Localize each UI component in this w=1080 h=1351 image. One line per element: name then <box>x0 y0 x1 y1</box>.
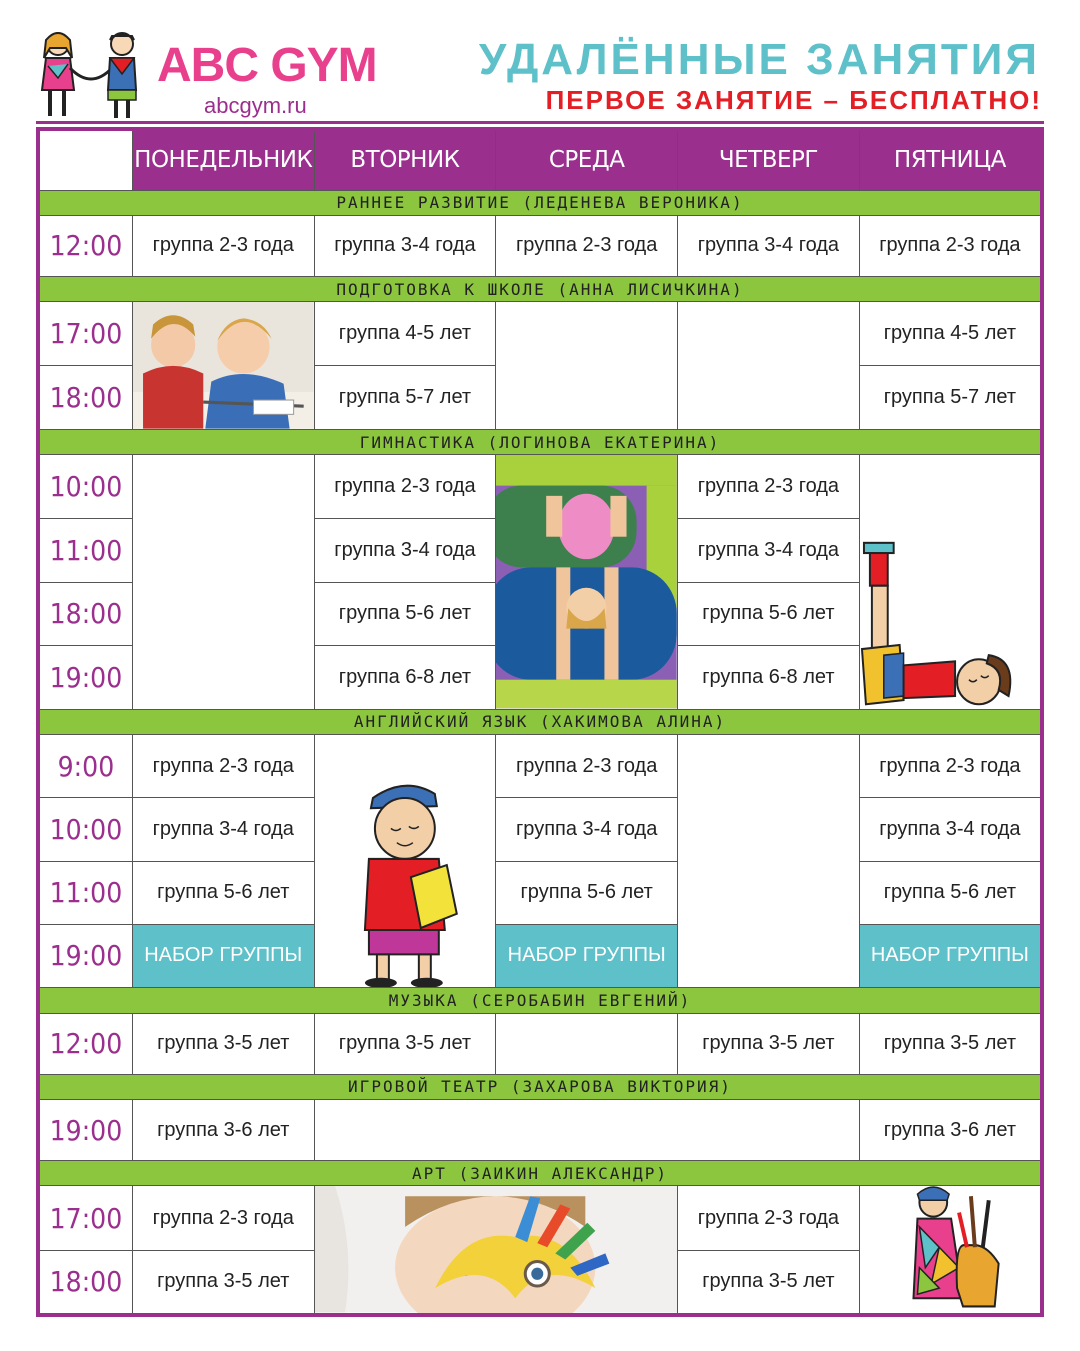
section-row <box>38 1161 1042 1186</box>
class-cell: группа 3-5 лет <box>132 1250 314 1315</box>
promo-title: УДАЛЁННЫЕ ЗАНЯТИЯ <box>478 35 1040 84</box>
school-prep-photo <box>132 302 314 430</box>
time-cell: 10:00 <box>38 455 132 519</box>
schedule-row <box>38 861 1042 924</box>
section-row <box>38 1074 1042 1099</box>
class-cell: группа 4-5 лет <box>859 302 1042 366</box>
empty-cell <box>496 1013 678 1074</box>
section-row <box>38 276 1042 301</box>
class-cell: группа 5-6 лет <box>314 582 496 646</box>
class-cell: группа 5-7 лет <box>859 366 1042 430</box>
empty-cell <box>678 735 860 988</box>
corner-cell <box>38 129 132 190</box>
recruitment-cell: НАБОР ГРУППЫ <box>496 924 678 987</box>
class-cell: группа 2-3 года <box>496 735 678 798</box>
class-cell: группа 3-5 лет <box>678 1013 860 1074</box>
kid-lying-icon <box>860 455 1040 708</box>
section-row <box>38 190 1042 215</box>
section-title: ГИМНАСТИКА (ЛОГИНОВА ЕКАТЕРИНА) <box>38 430 1042 455</box>
class-cell: группа 3-4 года <box>496 798 678 861</box>
promo-subtitle: ПЕРВОЕ ЗАНЯТИЕ – БЕСПЛАТНО! <box>545 85 1042 115</box>
empty-cell <box>314 1099 859 1160</box>
empty-cell <box>496 302 678 430</box>
time-cell: 12:00 <box>38 215 132 276</box>
section-title: МУЗЫКА (СЕРОБАБИН ЕВГЕНИЙ) <box>38 988 1042 1013</box>
gymnastics-photo <box>496 455 678 709</box>
class-cell: группа 2-3 года <box>132 1186 314 1250</box>
day-header-monday: ПОНЕДЕЛЬНИК <box>132 129 314 190</box>
class-cell: группа 5-7 лет <box>314 366 496 430</box>
time-cell: 18:00 <box>38 1250 132 1315</box>
section-title: ПОДГОТОВКА К ШКОЛЕ (АННА ЛИСИЧКИНА) <box>38 276 1042 301</box>
time-cell: 17:00 <box>38 1186 132 1250</box>
brand-logo: ABC GYM <box>157 39 377 92</box>
class-cell: группа 6-8 лет <box>314 646 496 710</box>
day-header-wednesday: СРЕДА <box>496 129 678 190</box>
english-illustration <box>314 735 496 988</box>
time-cell: 11:00 <box>38 519 132 583</box>
children-drawing-photo <box>133 302 314 429</box>
header <box>0 0 1080 122</box>
time-cell: 10:00 <box>38 798 132 861</box>
schedule-row <box>38 1099 1042 1160</box>
schedule-row <box>38 215 1042 276</box>
empty-cell <box>678 302 860 430</box>
time-cell: 19:00 <box>38 646 132 710</box>
recruitment-cell: НАБОР ГРУППЫ <box>859 924 1042 987</box>
art-photo <box>314 1186 677 1315</box>
section-title: АНГЛИЙСКИЙ ЯЗЫК (ХАКИМОВА АЛИНА) <box>38 709 1042 734</box>
time-cell: 19:00 <box>38 1099 132 1160</box>
schedule-row <box>38 1186 1042 1250</box>
class-cell: группа 6-8 лет <box>678 646 860 710</box>
class-cell: группа 2-3 года <box>678 455 860 519</box>
class-cell: группа 3-4 года <box>314 215 496 276</box>
time-cell: 18:00 <box>38 366 132 430</box>
class-cell: группа 5-6 лет <box>496 861 678 924</box>
kid-with-book-icon <box>315 735 496 987</box>
class-cell: группа 3-5 лет <box>314 1013 496 1074</box>
kids-logo-icon <box>36 28 146 123</box>
class-cell: группа 2-3 года <box>132 735 314 798</box>
section-title: ИГРОВОЙ ТЕАТР (ЗАХАРОВА ВИКТОРИЯ) <box>38 1074 1042 1099</box>
schedule-row <box>38 1013 1042 1074</box>
schedule-row <box>38 798 1042 861</box>
section-title: АРТ (ЗАИКИН АЛЕКСАНДР) <box>38 1161 1042 1186</box>
class-cell: группа 3-5 лет <box>678 1250 860 1315</box>
painted-hands-photo <box>315 1186 677 1313</box>
section-title: РАННЕЕ РАЗВИТИЕ (ЛЕДЕНЕВА ВЕРОНИКА) <box>38 190 1042 215</box>
class-cell: группа 3-5 лет <box>132 1013 314 1074</box>
class-cell: группа 2-3 года <box>859 735 1042 798</box>
day-header-thursday: ЧЕТВЕРГ <box>678 129 860 190</box>
kid-artist-icon <box>860 1186 1040 1313</box>
schedule-row <box>38 302 1042 366</box>
class-cell: группа 2-3 года <box>496 215 678 276</box>
class-cell: группа 3-6 лет <box>132 1099 314 1160</box>
class-cell: группа 3-4 года <box>678 215 860 276</box>
schedule-row <box>38 924 1042 987</box>
time-cell: 9:00 <box>38 735 132 798</box>
site-link[interactable]: abcgym.ru <box>204 93 307 118</box>
class-cell: группа 3-5 лет <box>859 1013 1042 1074</box>
schedule-row <box>38 735 1042 798</box>
section-row <box>38 988 1042 1013</box>
day-header-friday: ПЯТНИЦА <box>859 129 1042 190</box>
class-cell: группа 3-4 года <box>132 798 314 861</box>
section-row <box>38 430 1042 455</box>
class-cell: группа 5-6 лет <box>678 582 860 646</box>
empty-cell <box>132 455 314 709</box>
class-cell: группа 5-6 лет <box>132 861 314 924</box>
recruitment-cell: НАБОР ГРУППЫ <box>132 924 314 987</box>
schedule-row <box>38 455 1042 519</box>
time-cell: 19:00 <box>38 924 132 987</box>
time-cell: 11:00 <box>38 861 132 924</box>
time-cell: 12:00 <box>38 1013 132 1074</box>
class-cell: группа 3-6 лет <box>859 1099 1042 1160</box>
schedule-table <box>36 127 1044 1317</box>
art-illustration <box>859 1186 1042 1315</box>
day-header-tuesday: ВТОРНИК <box>314 129 496 190</box>
gymnastics-illustration <box>859 455 1042 709</box>
class-cell: группа 3-4 года <box>678 519 860 583</box>
gymnast-photo <box>496 455 677 708</box>
class-cell: группа 2-3 года <box>132 215 314 276</box>
days-header-row <box>38 129 1042 190</box>
class-cell: группа 2-3 года <box>314 455 496 519</box>
time-cell: 17:00 <box>38 302 132 366</box>
header-divider <box>36 121 1044 124</box>
class-cell: группа 2-3 года <box>859 215 1042 276</box>
class-cell: группа 5-6 лет <box>859 861 1042 924</box>
class-cell: группа 4-5 лет <box>314 302 496 366</box>
time-cell: 18:00 <box>38 582 132 646</box>
section-row <box>38 709 1042 734</box>
class-cell: группа 2-3 года <box>678 1186 860 1250</box>
class-cell: группа 3-4 года <box>859 798 1042 861</box>
class-cell: группа 3-4 года <box>314 519 496 583</box>
